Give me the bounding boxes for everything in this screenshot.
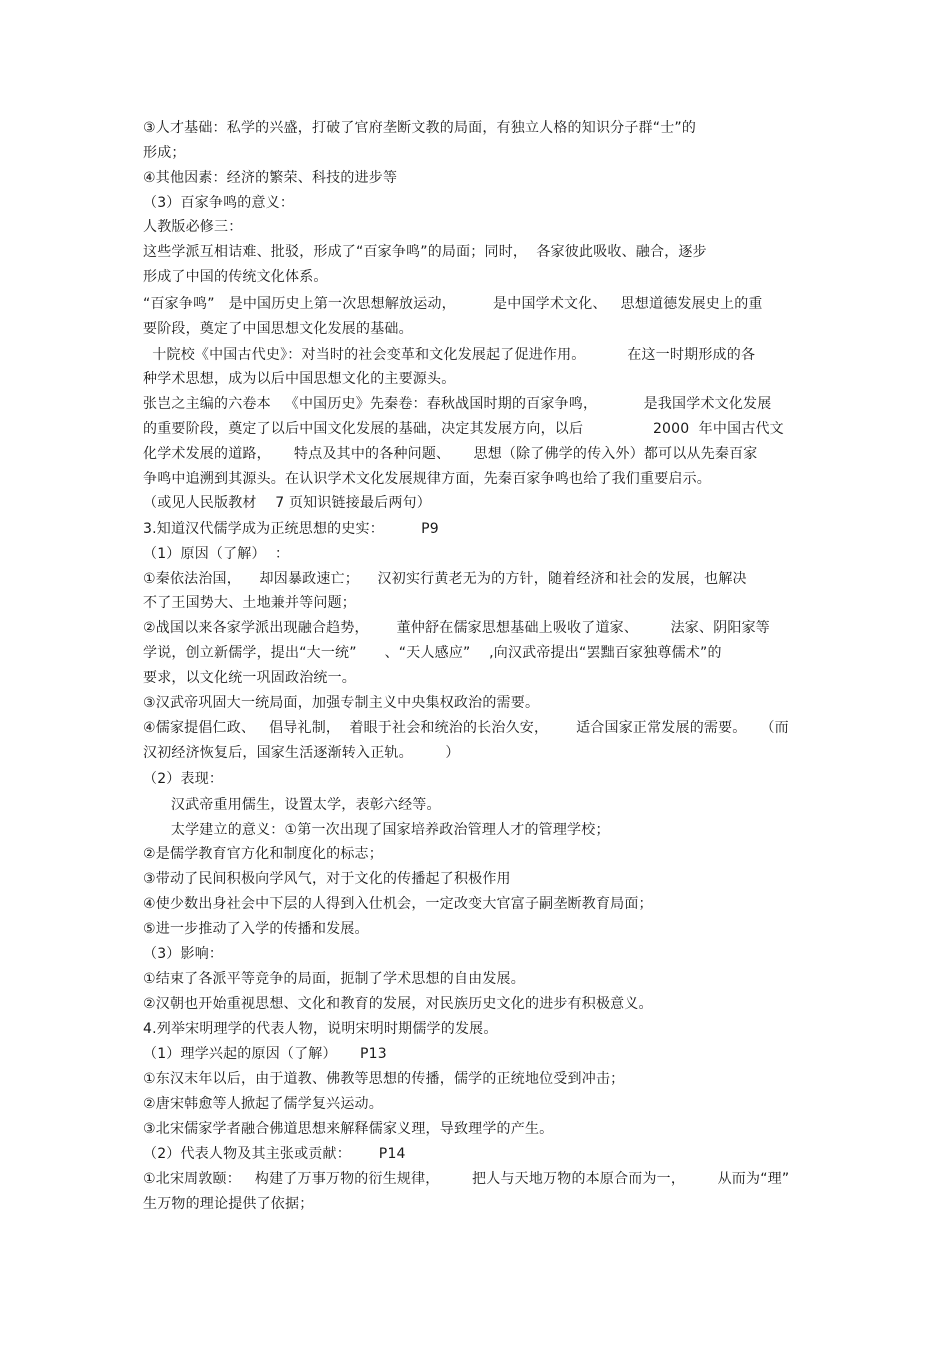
text-line: 汉初经济恢复后，国家生活逐渐转入正轨。 ） xyxy=(143,745,460,761)
section-heading: 4.列举宋明理学的代表人物，说明宋明时期儒学的发展。 xyxy=(143,1021,498,1037)
text-line: 不了王国势大、土地兼并等问题； xyxy=(143,595,356,611)
text-line: （3）影响： xyxy=(143,946,224,962)
text-line: 要求，以文化统一巩固政治统一。 xyxy=(143,670,356,686)
text-line: （或见人民版教材 7 页知识链接最后两句） xyxy=(143,495,431,511)
text-line: （1）理学兴起的原因（了解） P13 xyxy=(143,1046,387,1062)
text-line: （3）百家争鸣的意义： xyxy=(143,195,295,211)
section-heading: 3.知道汉代儒学成为正统思想的史实： P9 xyxy=(143,521,439,537)
text-line: ①结束了各派平等竞争的局面，扼制了学术思想的自由发展。 xyxy=(143,971,525,987)
text-line: 十院校《中国古代史》：对当时的社会变革和文化发展起了促进作用。 在这一时期形成的各 xyxy=(143,347,756,363)
text-line: ②战国以来各家学派出现融合趋势， 董仲舒在儒家思想基础上吸收了道家、 法家、阴阳家等 xyxy=(143,620,771,636)
text-line: 太学建立的意义：①第一次出现了国家培养政治管理人才的管理学校； xyxy=(143,822,610,838)
text-line: （2）表现： xyxy=(143,771,224,787)
text-line: “百家争鸣” 是中国历史上第一次思想解放运动， 是中国学术文化、 思想道德发展史上的重 xyxy=(143,296,763,312)
text-line: 要阶段，奠定了中国思想文化发展的基础。 xyxy=(143,321,413,337)
text-line: ③汉武帝巩固大一统局面，加强专制主义中央集权政治的需要。 xyxy=(143,695,540,711)
text-line: ②唐宋韩愈等人掀起了儒学复兴运动。 xyxy=(143,1096,383,1112)
text-line: ④儒家提倡仁政、 倡导礼制， 着眼于社会和统治的长治久安， 适合国家正常发展的需要。 （而 xyxy=(143,720,789,736)
text-line: 生万物的理论提供了依据； xyxy=(143,1196,314,1212)
text-line: ⑤进一步推动了入学的传播和发展。 xyxy=(143,921,369,937)
text-line: 学说，创立新儒学，提出“大一统” 、“天人感应” ,向汉武帝提出“罢黜百家独尊儒术”的 xyxy=(143,645,722,661)
text-line: 种学术思想，成为以后中国思想文化的主要源头。 xyxy=(143,371,456,387)
text-line: （2）代表人物及其主张或贡献： P14 xyxy=(143,1146,406,1162)
text-line: 争鸣中追溯到其源头。在认识学术文化发展规律方面，先秦百家争鸣也给了我们重要启示。 xyxy=(143,471,711,487)
text-line: ②汉朝也开始重视思想、文化和教育的发展，对民族历史文化的进步有积极意义。 xyxy=(143,996,653,1012)
text-line: ③北宋儒家学者融合佛道思想来解释儒家义理，导致理学的产生。 xyxy=(143,1121,554,1137)
text-line: 人教版必修三： xyxy=(143,219,243,235)
text-line: 化学术发展的道路， 特点及其中的各种问题、 思想（除了佛学的传入外）都可以从先秦百家 xyxy=(143,446,758,462)
text-line: 形成； xyxy=(143,145,186,161)
text-line: ①北宋周敦颐： 构建了万事万物的衍生规律， 把人与天地万物的本原合而为一， 从而为“理” xyxy=(143,1171,790,1187)
text-line: 张岂之主编的六卷本 《中国历史》先秦卷：春秋战国时期的百家争鸣， 是我国学术文化发展 xyxy=(143,396,772,412)
text-line: ①秦依法治国， 却因暴政速亡； 汉初实行黄老无为的方针，随着经济和社会的发展，也解决 xyxy=(143,571,747,587)
text-line: 这些学派互相诘难、批驳，形成了“百家争鸣”的局面；同时， 各家彼此吸收、融合，逐步 xyxy=(143,244,707,260)
text-line: 汉武帝重用儒生，设置太学，表彰六经等。 xyxy=(143,797,441,813)
text-line: ③带动了民间积极向学风气，对于文化的传播起了积极作用 xyxy=(143,871,511,887)
text-line: ④使少数出身社会中下层的人得到入仕机会，一定改变大官富子嗣垄断教育局面； xyxy=(143,896,653,912)
text-line: ②是儒学教育官方化和制度化的标志； xyxy=(143,846,383,862)
text-line: ①东汉末年以后，由于道教、佛教等思想的传播，儒学的正统地位受到冲击； xyxy=(143,1071,625,1087)
text-line: 形成了中国的传统文化体系。 xyxy=(143,269,328,285)
text-line: ③人才基础：私学的兴盛，打破了官府垄断文教的局面，有独立人格的知识分子群“士”的 xyxy=(143,120,697,136)
text-line: 的重要阶段，奠定了以后中国文化发展的基础，决定其发展方向，以后 2000 年中国古代文 xyxy=(143,421,784,437)
text-line: （1）原因（了解） ： xyxy=(143,546,290,562)
text-line: ④其他因素：经济的繁荣、科技的进步等 xyxy=(143,170,398,186)
